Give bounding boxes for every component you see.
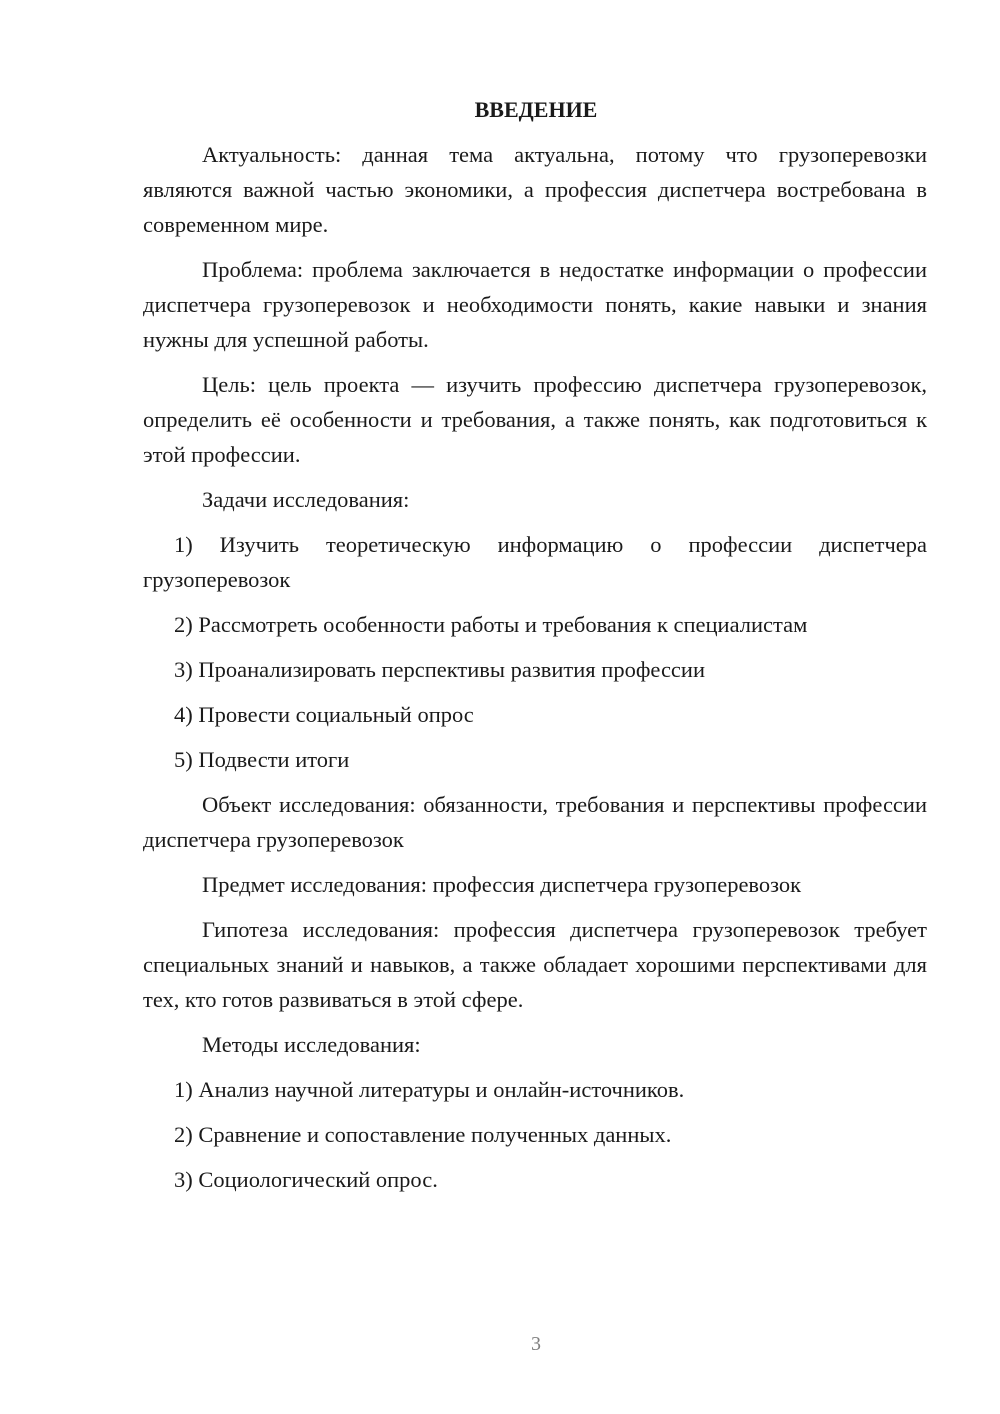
list-item-method-2: 2) Сравнение и сопоставление полученных данных. bbox=[174, 1122, 672, 1147]
paragraph-goal: Цель: цель проекта — изучить профессию диспетчера грузоперевозок, определить её особенности и требования, а также понять, как подготовиться к этой профессии. bbox=[143, 372, 927, 467]
list-item-task-5: 5) Подвести итоги bbox=[174, 747, 350, 772]
list-item-task-4: 4) Провести социальный опрос bbox=[174, 702, 474, 727]
list-item-method-1: 1) Анализ научной литературы и онлайн-источников. bbox=[174, 1077, 685, 1102]
list-item-task-2: 2) Рассмотреть особенности работы и требования к специалистам bbox=[174, 612, 808, 637]
list-item-task-1: 1) Изучить теоретическую информацию о профессии диспетчера грузоперевозок bbox=[143, 532, 927, 592]
paragraph-methods-heading: Методы исследования: bbox=[202, 1032, 421, 1057]
page-content bbox=[143, 92, 927, 1207]
list-item-method-3: 3) Социологический опрос. bbox=[174, 1167, 438, 1192]
list-item-task-3: 3) Проанализировать перспективы развития профессии bbox=[174, 657, 706, 682]
paragraph-tasks-heading: Задачи исследования: bbox=[202, 487, 410, 512]
paragraph-subject: Предмет исследования: профессия диспетчера грузоперевозок bbox=[202, 872, 802, 897]
page-number: 3 bbox=[531, 1333, 541, 1355]
paragraph-object: Объект исследования: обязанности, требования и перспективы профессии диспетчера грузоперевозок bbox=[143, 792, 927, 852]
paragraph-problem: Проблема: проблема заключается в недостатке информации о профессии диспетчера грузоперевозок и необходимости понять, какие навыки и знания нужны для успешной работы. bbox=[143, 257, 927, 352]
section-title: ВВЕДЕНИЕ bbox=[474, 97, 598, 122]
paragraph-relevance: Актуальность: данная тема актуальна, потому что грузоперевозки являются важной частью экономики, а профессия диспетчера востребована в современном мире. bbox=[143, 142, 927, 237]
paragraph-hypothesis: Гипотеза исследования: профессия диспетчера грузоперевозок требует специальных знаний и навыков, а также обладает хорошими перспективами для тех, кто готов развиваться в этой сфере. bbox=[143, 917, 927, 1012]
